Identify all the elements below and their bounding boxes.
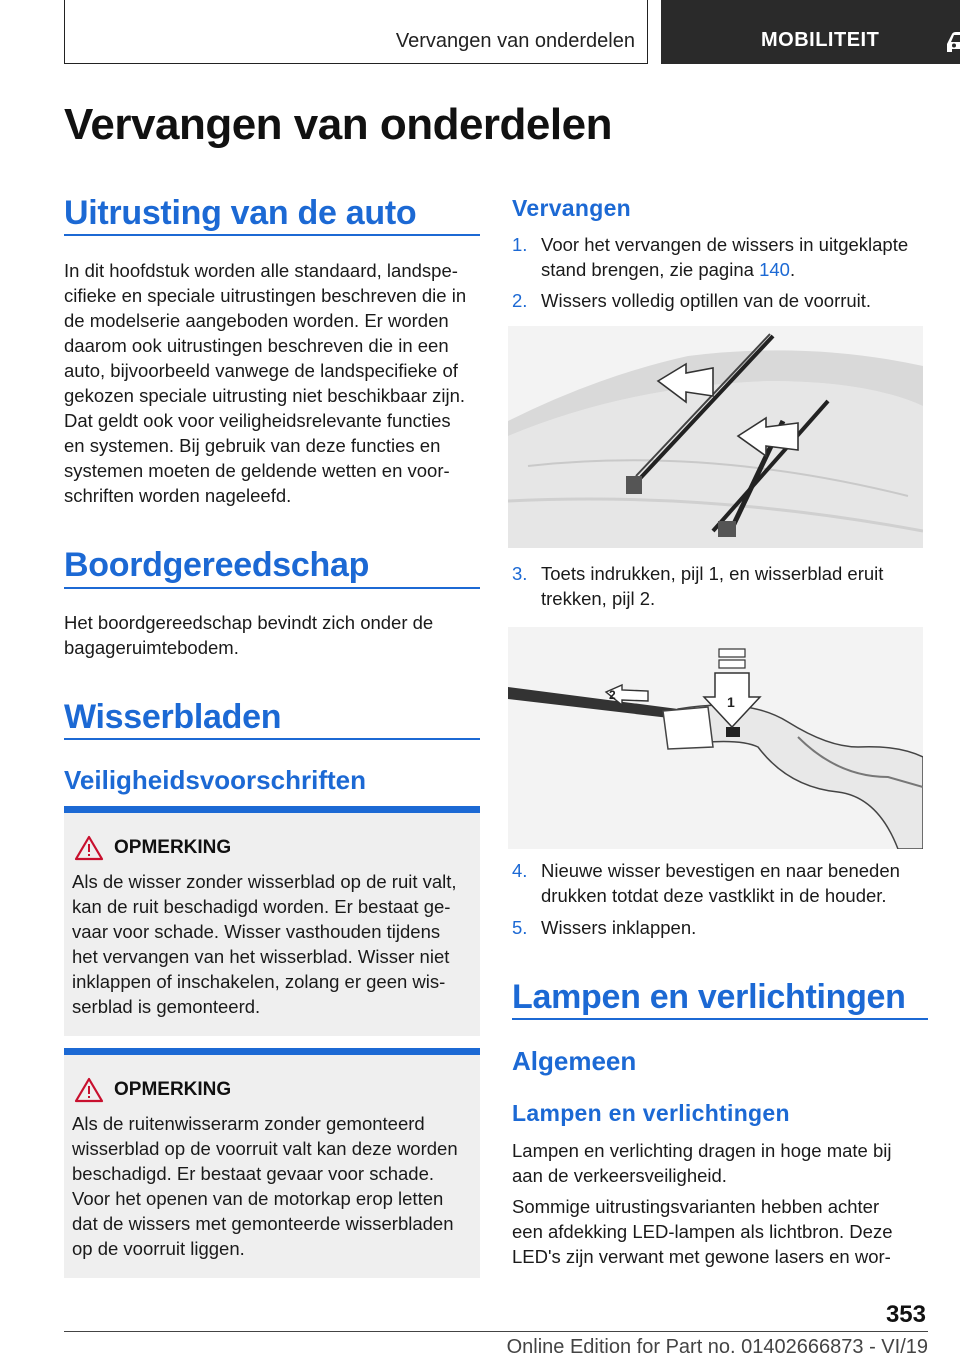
text-line [541, 257, 929, 282]
text-line: de modelserie aangeboden worden. Er worden [64, 310, 449, 331]
step-text [541, 915, 929, 940]
text-segment: . [789, 259, 796, 280]
text-line: op de voorruit liggen. [72, 1238, 245, 1259]
header-section-title: Vervangen van onderdelen [395, 30, 635, 52]
text-line: cifieke en speciale uitrustingen beschreven die in [64, 285, 467, 306]
text-line: Nieuwe wisser bevestigen en naar beneden [541, 860, 900, 881]
text-line: drukken totdat deze vastklikt in de houder. [541, 885, 887, 906]
wiper-blade-drawing [508, 627, 923, 849]
text-line: inklappen of inschakelen, zolang er geen wis‐ [72, 971, 446, 992]
footer-edition: Online Edition for Part no. 01402666873 - VI/19 [506, 1336, 928, 1358]
arrow-label-1: 1 [727, 694, 735, 710]
text-line: daarom ook uitrustingen beschreven die in een [64, 335, 449, 356]
text-line: Als de ruitenwisserarm zonder gemonteerd [72, 1113, 425, 1134]
step-text [541, 561, 929, 611]
note-body [72, 869, 472, 1019]
car-icon [944, 30, 960, 56]
text-line: een afdekking LED-lampen als lichtbron. Deze [512, 1221, 893, 1242]
warning-triangle-icon [74, 1077, 104, 1103]
text-line: het vervangen van het wisserblad. Wisser niet [72, 946, 450, 967]
text-line: Voor het openen van de motorkap erop letten [72, 1188, 444, 1209]
paragraph-boordgereedschap [64, 610, 484, 660]
page-link[interactable]: 140 [759, 259, 790, 280]
wiper-blade-release-illustration [508, 627, 923, 849]
note-title: OPMERKING [114, 837, 232, 858]
text-line: aan de verkeersveiligheid. [512, 1165, 727, 1186]
text-line: Sommige uitrustingsvarianten hebben achter [512, 1196, 880, 1217]
text-line: Wissers volledig optillen van de voorruit. [541, 290, 872, 311]
text-line: bagageruimtebodem. [64, 637, 239, 658]
text-line: wisserblad op de voorruit valt kan deze worden [72, 1138, 458, 1159]
wiper-windshield-drawing [508, 326, 923, 548]
note-body [72, 1111, 472, 1261]
step-text [541, 858, 929, 908]
paragraph-uitrusting [64, 258, 484, 508]
header-section-box [64, 0, 648, 64]
note-title: OPMERKING [114, 1079, 232, 1100]
heading-rule [64, 234, 480, 236]
warning-note [64, 1048, 480, 1278]
page-number: 353 [885, 1301, 926, 1328]
step-number: 1. [512, 234, 528, 255]
text-line: Dat geldt ook voor veiligheidsrelevante functies [64, 410, 451, 431]
wiper-windshield-illustration [508, 326, 923, 548]
text-line: trekken, pijl 2. [541, 588, 656, 609]
heading-rule [64, 587, 480, 589]
paragraph-lampen-2 [512, 1194, 932, 1269]
heading-lampen: Lampen en verlichtingen [512, 978, 906, 1016]
heading-lampen-sub: Lampen en verlichtingen [512, 1100, 790, 1126]
heading-veiligheidsvoorschriften: Veiligheidsvoorschriften [64, 765, 366, 795]
heading-boordgereedschap: Boordgereedschap [64, 546, 370, 584]
text-line: Wissers inklappen. [541, 917, 697, 938]
text-line: Toets indrukken, pijl 1, en wisserblad eruit [541, 563, 884, 584]
heading-rule [64, 738, 480, 740]
text-line: auto, bijvoorbeeld vanwege de landspecifieke of [64, 360, 458, 381]
page-title: Vervangen van onderdelen [64, 100, 612, 149]
heading-wisserbladen: Wisserbladen [64, 698, 282, 736]
step-number: 4. [512, 860, 528, 881]
text-line: en systemen. Bij gebruik van deze functies en [64, 435, 441, 456]
text-segment: stand brengen, zie pagina [541, 259, 760, 280]
text-line: schriften worden nageleefd. [64, 485, 292, 506]
warning-note [64, 806, 480, 1036]
text-line: Als de wisser zonder wisserblad op de ruit valt, [72, 871, 457, 892]
step-text [541, 232, 929, 282]
text-line: Het boordgereedschap bevindt zich onder de [64, 612, 434, 633]
text-line: Voor het vervangen de wissers in uitgeklapte [541, 234, 909, 255]
text-line: serblad is gemonteerd. [72, 996, 261, 1017]
text-line: In dit hoofdstuk worden alle standaard, landspe‐ [64, 260, 458, 281]
heading-algemeen: Algemeen [512, 1046, 637, 1076]
footer-rule [64, 1331, 928, 1332]
step-number: 2. [512, 290, 528, 311]
text-line: kan de ruit beschadigd worden. Er bestaat ge‐ [72, 896, 451, 917]
text-line: vaar voor schade. Wisser vasthouden tijdens [72, 921, 441, 942]
step-number: 3. [512, 563, 528, 584]
arrow-label-2: 2 [609, 688, 616, 702]
text-line: Lampen en verlichting dragen in hoge mate bij [512, 1140, 892, 1161]
text-line: systemen moeten de geldende wetten en voor‐ [64, 460, 450, 481]
warning-triangle-icon [74, 835, 104, 861]
header-chapter-tab [661, 0, 960, 64]
heading-vervangen: Vervangen [512, 195, 632, 221]
text-line: LED's zijn verwant met gewone lasers en wor‐ [512, 1246, 891, 1267]
text-line: beschadigd. Er bestaat gevaar voor schade. [72, 1163, 435, 1184]
paragraph-lampen-1 [512, 1138, 932, 1188]
text-line: dat de wissers met gemonteerde wisserbladen [72, 1213, 454, 1234]
step-number: 5. [512, 917, 528, 938]
text-line: gekozen speciale uitrusting niet beschikbaar zijn. [64, 385, 466, 406]
header-chapter-title: MOBILITEIT [761, 29, 880, 51]
heading-rule [512, 1018, 928, 1020]
heading-uitrusting: Uitrusting van de auto [64, 194, 417, 232]
step-text [541, 288, 929, 313]
